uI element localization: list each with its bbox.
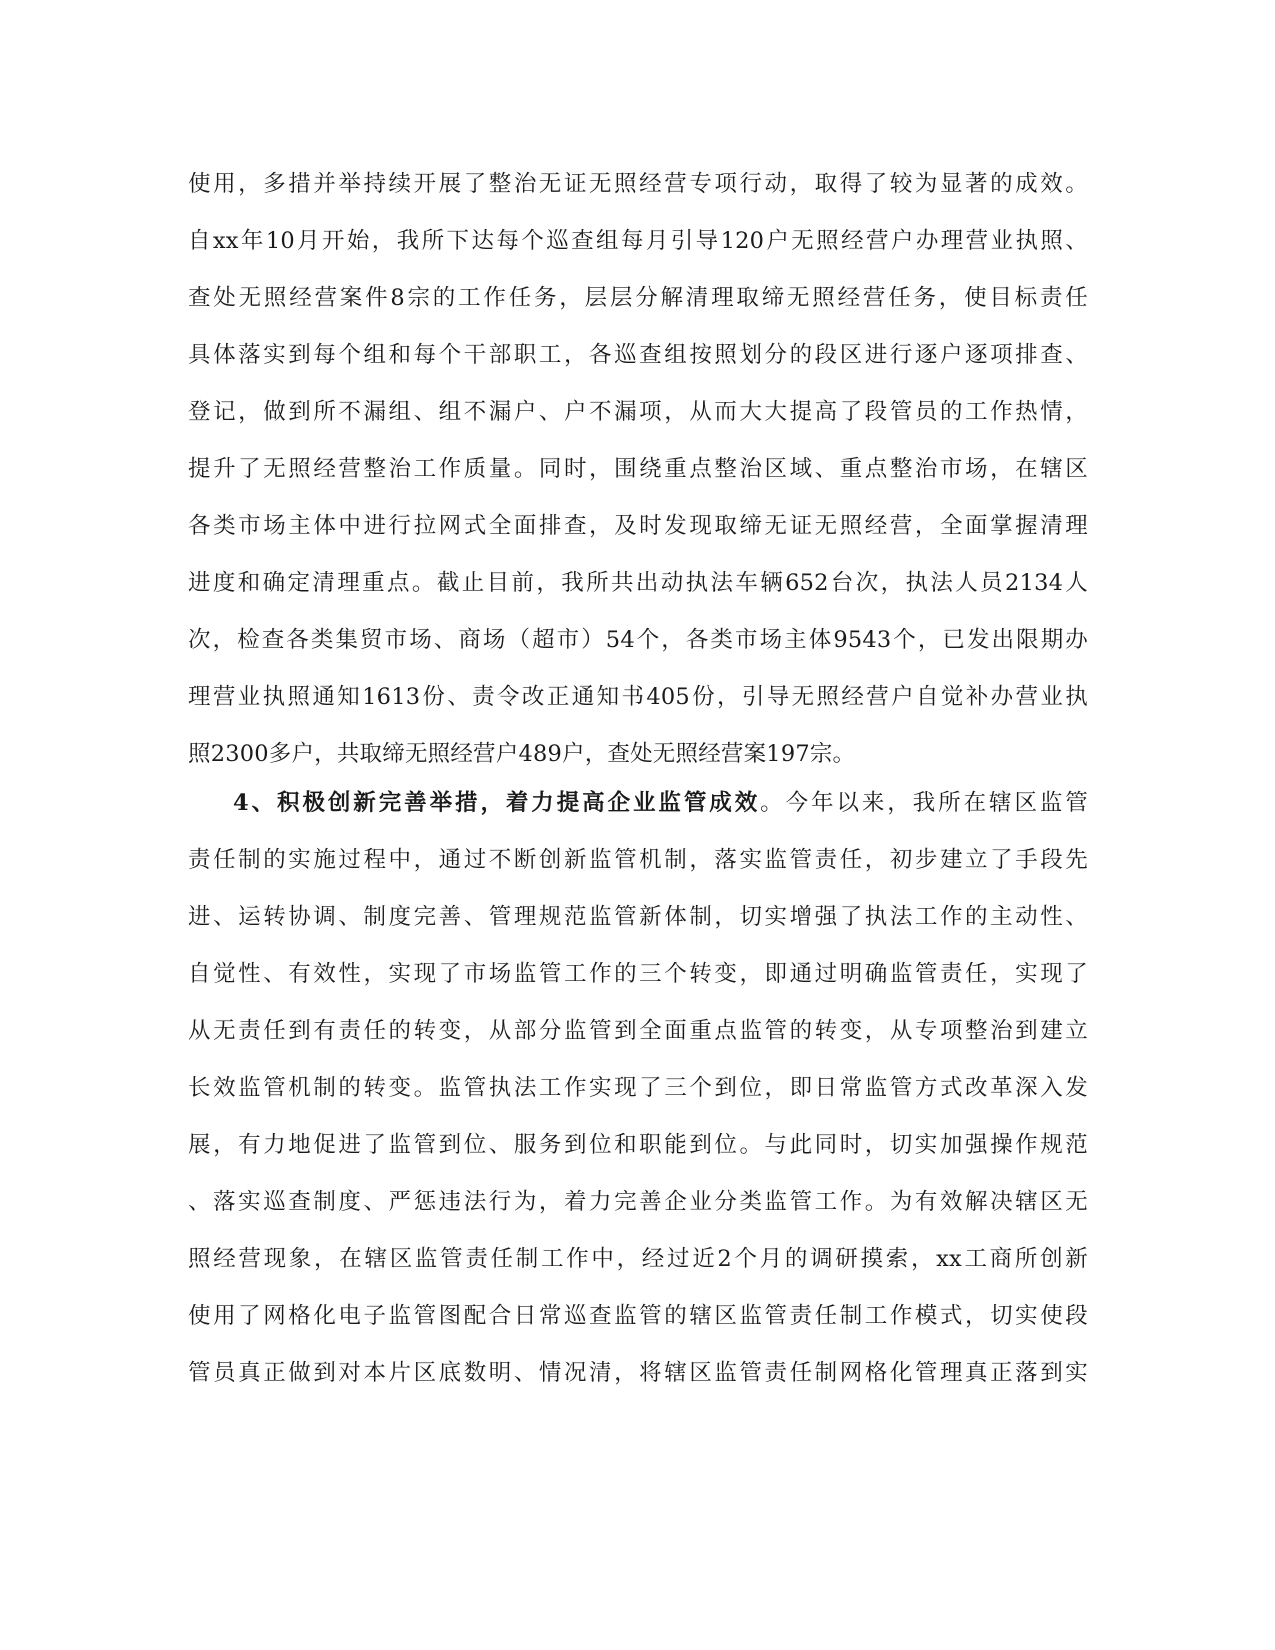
paragraph-line: 照经营现象，在辖区监管责任制工作中，经过近2个月的调研摸索，xx工商所创新 [188,1246,1088,1272]
paragraph-line: 各类市场主体中进行拉网式全面排查，及时发现取缔无证无照经营，全面掌握清理 [188,513,1088,539]
section-heading: 4、积极创新完善举措，着力提高企业监管成效 [233,790,761,816]
paragraph-line: 进度和确定清理重点。截止目前，我所共出动执法车辆652台次，执法人员2134人 [188,570,1088,596]
paragraph-line: 次，检查各类集贸市场、商场（超市）54个，各类市场主体9543个，已发出限期办 [188,627,1088,653]
paragraph-line: 长效监管机制的转变。监管执法工作实现了三个到位，即日常监管方式改革深入发 [188,1075,1088,1101]
paragraph-line: 责任制的实施过程中，通过不断创新监管机制，落实监管责任，初步建立了手段先 [188,847,1088,873]
paragraph-line: 具体落实到每个组和每个干部职工，各巡查组按照划分的段区进行逐户逐项排查、 [188,342,1088,368]
paragraph-line: 查处无照经营案件8宗的工作任务，层层分解清理取缔无照经营任务，使目标责任 [188,285,1088,311]
paragraph-1 [188,156,1088,783]
paragraph-line: 、落实巡查制度、严惩违法行为，着力完善企业分类监管工作。为有效解决辖区无 [188,1189,1088,1215]
paragraph-line: 使用，多措并举持续开展了整治无证无照经营专项行动，取得了较为显著的成效。 [188,171,1088,197]
paragraph-line: 使用了网格化电子监管图配合日常巡查监管的辖区监管责任制工作模式，切实使段 [188,1303,1088,1329]
paragraph-line: 照2300多户，共取缔无照经营户489户，查处无照经营案197宗。 [188,741,856,767]
paragraph-line: 管员真正做到对本片区底数明、情况清，将辖区监管责任制网格化管理真正落到实 [188,1360,1088,1386]
paragraph-line: 登记，做到所不漏组、组不漏户、户不漏项，从而大大提高了段管员的工作热情， [188,399,1088,425]
paragraph-first-line [188,775,1088,832]
paragraph-line: 理营业执照通知1613份、责令改正通知书405份，引导无照经营户自觉补办营业执 [188,684,1088,710]
paragraph-line: 自xx年10月开始，我所下达每个巡查组每月引导120户无照经营户办理营业执照、 [188,228,1088,254]
paragraph-line: 进、运转协调、制度完善、管理规范监管新体制，切实增强了执法工作的主动性、 [188,904,1088,930]
paragraph-line: 自觉性、有效性，实现了市场监管工作的三个转变，即通过明确监管责任，实现了 [188,961,1088,987]
paragraph-2 [188,775,1088,1402]
paragraph-text: 。今年以来，我所在辖区监管 [760,790,1088,816]
paragraph-line: 提升了无照经营整治工作质量。同时，围绕重点整治区域、重点整治市场，在辖区 [188,456,1088,482]
paragraph-line: 展，有力地促进了监管到位、服务到位和职能到位。与此同时，切实加强操作规范 [188,1132,1088,1158]
paragraph-line: 从无责任到有责任的转变，从部分监管到全面重点监管的转变，从专项整治到建立 [188,1018,1088,1044]
